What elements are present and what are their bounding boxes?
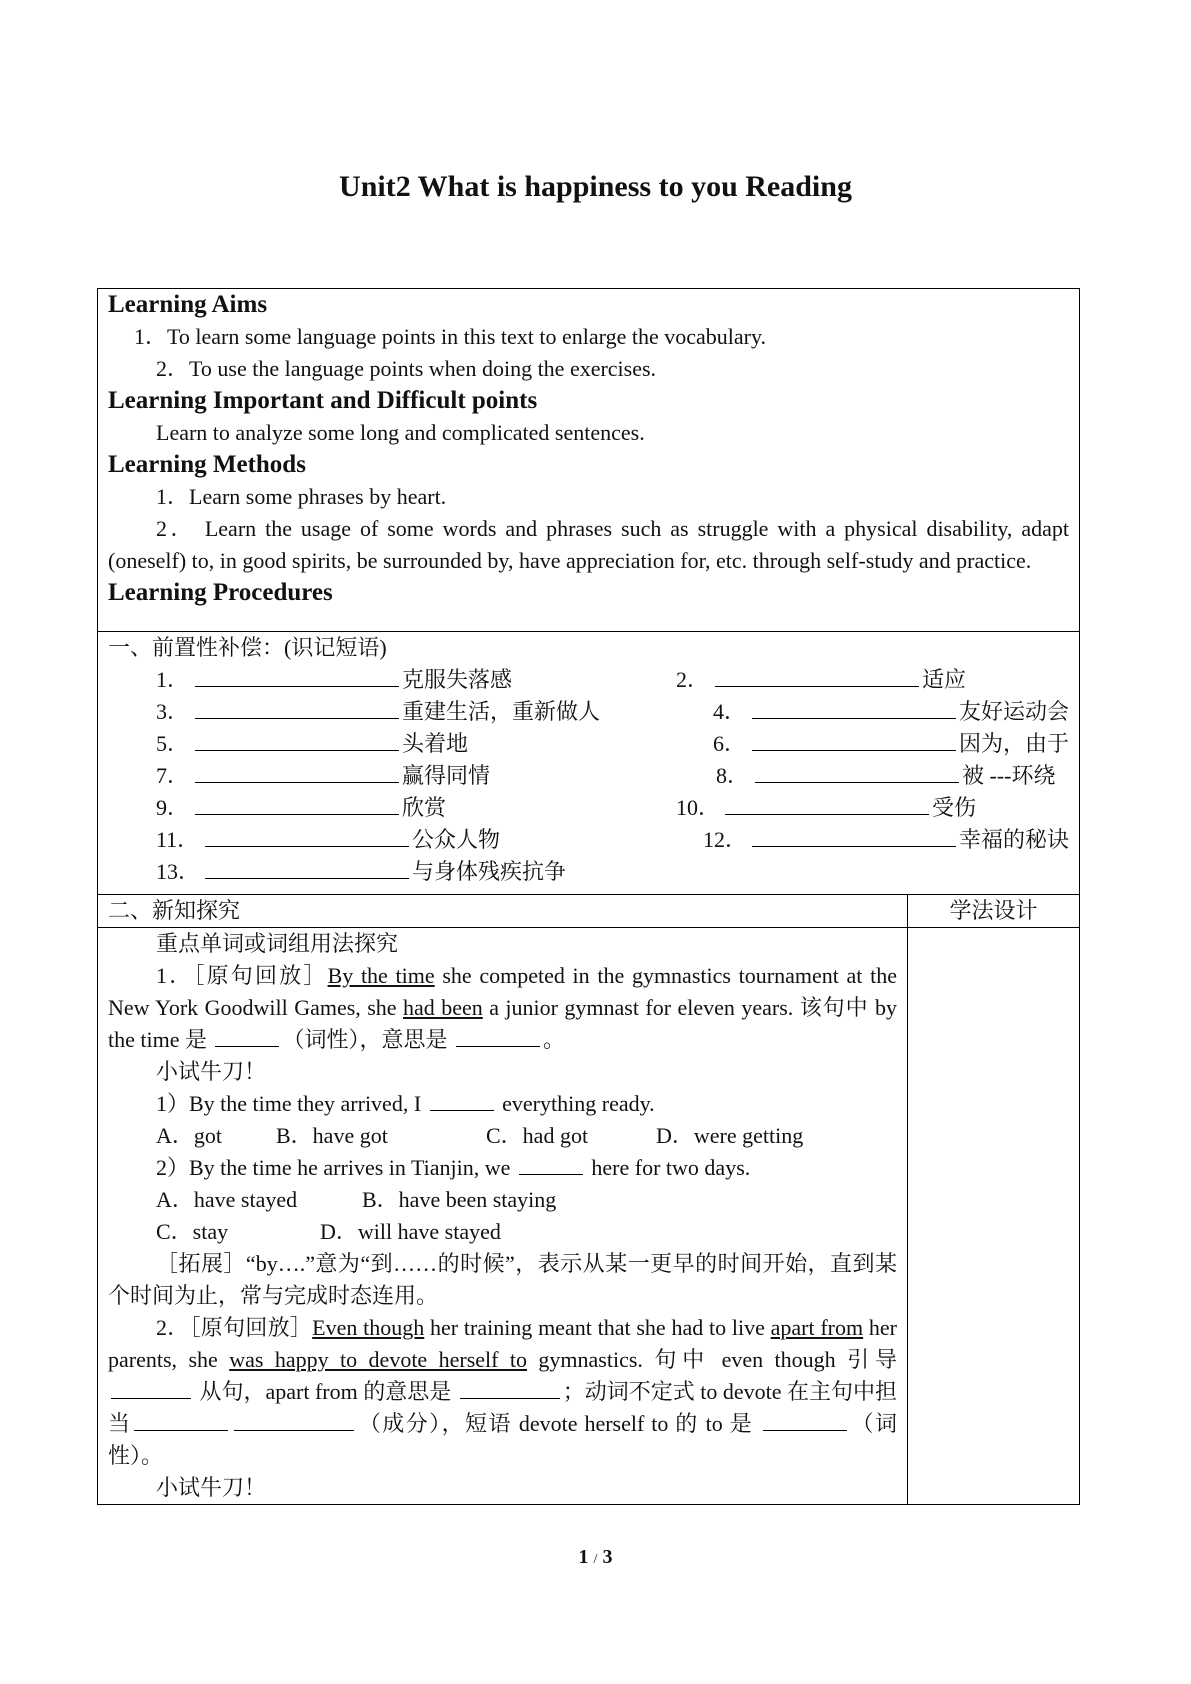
phrase-text: 头着地 (402, 731, 469, 756)
option-c[interactable]: C．stay (156, 1219, 229, 1244)
learning-methods-heading: Learning Methods (108, 451, 306, 478)
question-2 (108, 1312, 897, 1472)
phrase-number: 7． (156, 763, 190, 788)
phrase-text: 欣赏 (402, 795, 447, 820)
phrase-text: 被 ---环绕 (962, 763, 1056, 788)
question-text: gymnastics. 句中 even though 引导 (527, 1347, 898, 1372)
phrase-number: 9． (156, 795, 190, 820)
answer-blank[interactable] (195, 792, 399, 815)
phrase-row (108, 760, 1069, 792)
phrase-text: 与身体残疾抗争 (412, 859, 567, 884)
exercise-2-options-ab (108, 1184, 897, 1216)
answer-blank[interactable] (134, 1408, 228, 1431)
answer-blank[interactable] (195, 728, 399, 751)
question-text: （词性），意思是 (282, 1027, 453, 1052)
answer-blank[interactable] (195, 696, 399, 719)
exercise-2-options-cd (108, 1216, 897, 1248)
important-points-text: Learn to analyze some long and complicated sentences. (156, 420, 645, 445)
section2-content (98, 928, 908, 1505)
phrase-text: 友好运动会 (958, 699, 1069, 724)
question-text: ；动词不定式 to devote 在主句中担当 (108, 1379, 897, 1436)
aim-item-2: 2．To use the language points when doing the exercises. (156, 356, 657, 381)
method-item-2: 2． Learn the usage of some words and phrases such as struggle with a physical disability, adapt (oneself) to, in good spirits, be surrounded by, have appreciation for, etc. through self-study and practice. (108, 516, 1069, 573)
answer-blank[interactable] (519, 1152, 583, 1175)
answer-blank[interactable] (725, 792, 929, 815)
phrase-text: 因为，由于 (958, 731, 1069, 756)
phrase-row (108, 728, 1069, 760)
question-1 (108, 960, 897, 1056)
phrase-number: 6． (712, 731, 746, 756)
try-label: 小试牛刀！ (156, 1059, 267, 1084)
underlined-phrase: was happy to devote herself to (229, 1347, 528, 1372)
exercise-1 (108, 1088, 897, 1120)
answer-blank[interactable] (755, 760, 959, 783)
phrase-row (108, 696, 1069, 728)
answer-blank[interactable] (715, 664, 919, 687)
phrase-number: 1． (156, 667, 190, 692)
phrase-number: 3． (156, 699, 190, 724)
exercise-2 (108, 1152, 897, 1184)
phrase-number: 10． (676, 795, 721, 820)
answer-blank[interactable] (430, 1088, 494, 1111)
option-b[interactable]: B．have got (276, 1123, 388, 1148)
phrase-row (108, 664, 1069, 696)
phrase-text: 克服失落感 (402, 667, 513, 692)
phrase-number: 11． (156, 827, 200, 852)
answer-blank[interactable] (460, 1376, 560, 1399)
current-page: 1 (578, 1546, 589, 1568)
section2-body-row (98, 928, 1080, 1505)
exercise-1-options (108, 1120, 897, 1152)
option-d[interactable]: D．will have stayed (320, 1219, 501, 1244)
question-text: a junior gymnast for eleven years. 该句中 by the time 是 (108, 995, 898, 1052)
question-text: 。 (543, 1027, 566, 1052)
phrase-text: 幸福的秘诀 (958, 827, 1069, 852)
question-number: 1．［原句回放］ (156, 963, 328, 988)
question-text: she competed in the gymnastics tournament at the New York Goodwill Games, she (108, 963, 897, 1020)
underlined-phrase: had been (403, 995, 483, 1020)
phrase-number: 13． (156, 859, 201, 884)
phrase-number: 12． (702, 827, 747, 852)
method-design-heading: 学法设计 (908, 895, 1080, 928)
exercise-text: everything ready. (496, 1091, 655, 1116)
try-label-2: 小试牛刀！ (156, 1475, 267, 1500)
phrase-number: 4． (712, 699, 746, 724)
method-item-1: 1．Learn some phrases by heart. (156, 484, 447, 509)
phrase-number: 8． (716, 763, 750, 788)
answer-blank[interactable] (752, 728, 956, 751)
exercise-text: 1）By the time they arrived, I (156, 1091, 427, 1116)
phrase-text: 重建生活，重新做人 (402, 699, 601, 724)
underlined-phrase: apart from (770, 1315, 864, 1340)
option-b[interactable]: B．have been staying (362, 1187, 557, 1212)
aim-item-1: 1．To learn some language points in this text to enlarge the vocabulary. (134, 324, 767, 349)
question-text: her parents, she (108, 1315, 897, 1372)
question-text: （词性）。 (108, 1411, 897, 1468)
underlined-phrase: By the time (327, 963, 435, 988)
option-a[interactable]: A．have stayed (156, 1187, 298, 1212)
important-points-heading: Learning Important and Difficult points (108, 387, 538, 414)
question-text: 从句，apart from 的意思是 (194, 1379, 457, 1404)
option-a[interactable]: A．got (156, 1123, 223, 1148)
extension-note: ［拓展］“by….”意为“到……的时候”，表示从某一更早的时间开始，直到某个时间为止，常与完成时态连用。 (108, 1251, 897, 1308)
page-number (0, 1546, 1191, 1569)
page-separator: / (593, 1552, 598, 1567)
exercise-text: 2）By the time he arrives in Tianjin, we (156, 1155, 516, 1180)
phrase-text: 受伤 (932, 795, 977, 820)
answer-blank[interactable] (195, 760, 399, 783)
worksheet-table (97, 288, 1080, 1505)
answer-blank[interactable] (752, 824, 956, 847)
phrase-text: 公众人物 (412, 827, 501, 852)
method-design-cell (908, 928, 1080, 1505)
answer-blank[interactable] (752, 696, 956, 719)
section1-heading: 一、前置性补偿：(识记短语) (108, 635, 387, 660)
page-title: Unit2 What is happiness to you Reading (339, 170, 852, 203)
answer-blank[interactable] (111, 1376, 191, 1399)
phrase-row (108, 856, 1069, 888)
option-c[interactable]: C．had got (486, 1123, 589, 1148)
phrase-number: 5． (156, 731, 190, 756)
answer-blank[interactable] (205, 856, 409, 879)
section2-subheading: 重点单词或词组用法探究 (156, 931, 399, 956)
aims-row (98, 289, 1080, 632)
option-d[interactable]: D．were getting (656, 1123, 804, 1148)
answer-blank[interactable] (205, 824, 409, 847)
phrase-text: 适应 (922, 667, 967, 692)
phrase-row (108, 824, 1069, 856)
question-text: her training meant that she had to live (424, 1315, 771, 1340)
total-pages: 3 (602, 1546, 613, 1568)
exercise-text: here for two days. (585, 1155, 751, 1180)
phrase-text: 赢得同情 (402, 763, 491, 788)
answer-blank[interactable] (234, 1408, 354, 1431)
section2-header-row (98, 895, 1080, 928)
question-number: 2．［原句回放］ (156, 1315, 313, 1340)
answer-blank[interactable] (763, 1408, 847, 1431)
phrase-number: 2． (676, 667, 710, 692)
section1-row (98, 632, 1080, 895)
answer-blank[interactable] (215, 1024, 279, 1047)
answer-blank[interactable] (456, 1024, 540, 1047)
phrase-row (108, 792, 1069, 824)
learning-procedures-heading: Learning Procedures (108, 579, 333, 606)
underlined-phrase: Even though (312, 1315, 425, 1340)
answer-blank[interactable] (195, 664, 399, 687)
question-text: （成分），短语 devote herself to 的 to 是 (357, 1411, 761, 1436)
section2-heading: 二、新知探究 (98, 895, 908, 928)
learning-aims-heading: Learning Aims (108, 291, 268, 318)
